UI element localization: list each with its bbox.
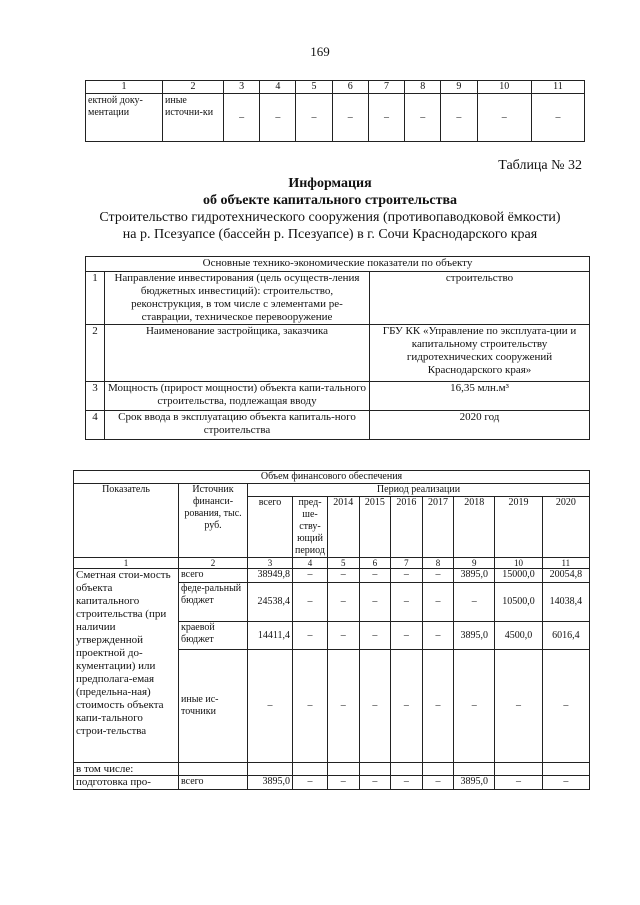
finance-header: Объем финансового обеспечения — [74, 471, 590, 484]
col-number: 10 — [477, 81, 531, 94]
indicator-value: 16,35 млн.м³ — [370, 382, 590, 411]
value-cell: 3895,0 — [454, 776, 495, 790]
value-cell: – — [359, 622, 391, 650]
col-number: 8 — [422, 558, 454, 569]
source-cell: всего — [179, 569, 248, 583]
row-label: подготовка про- — [74, 776, 179, 790]
table-row — [74, 569, 590, 583]
cell — [293, 763, 328, 776]
col-number: 5 — [328, 558, 360, 569]
cell: – — [260, 94, 296, 142]
value-cell: – — [328, 622, 360, 650]
cell — [495, 763, 542, 776]
col-number: 6 — [359, 558, 391, 569]
col-source-header: Источник финанси-рования, тыс. руб. — [179, 484, 248, 558]
table-number: Таблица № 32 — [498, 158, 582, 173]
page-number: 169 — [310, 44, 330, 59]
col-number: 9 — [454, 558, 495, 569]
value-cell: 3895,0 — [454, 622, 495, 650]
value-cell: – — [359, 583, 391, 622]
period-header: Период реализации — [248, 484, 590, 497]
col-number: 3 — [224, 81, 260, 94]
year-header: 2016 — [391, 497, 423, 558]
value-cell: – — [328, 583, 360, 622]
col-number: 3 — [248, 558, 293, 569]
value-cell: – — [422, 622, 454, 650]
value-cell: – — [248, 650, 293, 763]
value-cell: – — [391, 622, 423, 650]
col-number: 7 — [368, 81, 404, 94]
col-number: 11 — [542, 558, 589, 569]
cell: – — [332, 94, 368, 142]
row-number: 3 — [86, 382, 105, 411]
value-cell: – — [454, 650, 495, 763]
value-cell: – — [293, 583, 328, 622]
finance-table — [73, 470, 590, 790]
cell — [359, 763, 391, 776]
cell — [248, 763, 293, 776]
indicators-table — [85, 256, 590, 440]
indicator-value: строительство — [370, 272, 590, 325]
value-cell: – — [293, 622, 328, 650]
finance-subheader-row — [74, 484, 590, 497]
value-cell: – — [359, 569, 391, 583]
source-cell: феде-ральный бюджет — [179, 583, 248, 622]
cell: ектной доку-ментации — [86, 94, 163, 142]
cell — [422, 763, 454, 776]
year-header: 2015 — [359, 497, 391, 558]
table-row — [86, 94, 585, 142]
col-number: 6 — [332, 81, 368, 94]
indicator-value: 2020 год — [370, 411, 590, 440]
title-line: Строительство гидротехнического сооружения (противопаводковой ёмкости) — [99, 210, 561, 225]
title-line: об объекте капитального строительства — [202, 193, 458, 208]
col-number: 10 — [495, 558, 542, 569]
year-header: 2018 — [454, 497, 495, 558]
cell: – — [405, 94, 441, 142]
col-number: 7 — [391, 558, 423, 569]
value-cell: 24538,4 — [248, 583, 293, 622]
table-row — [86, 325, 590, 382]
indicator-name: Мощность (прирост мощности) объекта капи-тального строительства, подлежащая вводу — [105, 382, 370, 411]
value-cell: – — [328, 776, 360, 790]
value-cell: – — [391, 569, 423, 583]
year-header: 2017 — [422, 497, 454, 558]
col-number: 9 — [441, 81, 477, 94]
value-cell: – — [391, 776, 423, 790]
value-cell: – — [542, 776, 589, 790]
col-number: 4 — [260, 81, 296, 94]
value-cell: 20054,8 — [542, 569, 589, 583]
value-cell: – — [422, 583, 454, 622]
table-row — [74, 776, 590, 790]
cell — [328, 763, 360, 776]
indicator-name: Срок ввода в эксплуатацию объекта капиталь-ного строительства — [105, 411, 370, 440]
cell: – — [531, 94, 584, 142]
value-cell: – — [391, 650, 423, 763]
year-header: 2019 — [495, 497, 542, 558]
table-row — [74, 763, 590, 776]
cell: – — [368, 94, 404, 142]
indicators-header: Основные технико-экономические показатели по объекту — [86, 257, 590, 272]
value-cell: 4500,0 — [495, 622, 542, 650]
value-cell: 6016,4 — [542, 622, 589, 650]
cell: – — [477, 94, 531, 142]
row-number: 2 — [86, 325, 105, 382]
year-header: 2020 — [542, 497, 589, 558]
value-cell: – — [293, 650, 328, 763]
column-number-row — [86, 81, 585, 94]
value-cell: – — [293, 569, 328, 583]
cell: – — [441, 94, 477, 142]
col-number: 1 — [74, 558, 179, 569]
cell: – — [296, 94, 332, 142]
value-cell: – — [542, 650, 589, 763]
title-line: на р. Псезуапсе (бассейн р. Псезуапсе) в г. Сочи Краснодарского края — [122, 227, 538, 242]
source-cell: краевой бюджет — [179, 622, 248, 650]
value-cell: 3895,0 — [248, 776, 293, 790]
col-indicator-header: Показатель — [74, 484, 179, 558]
cell: иные источни-ки — [163, 94, 224, 142]
value-cell: 14038,4 — [542, 583, 589, 622]
table-row — [86, 382, 590, 411]
year-header: 2014 — [328, 497, 360, 558]
table-row — [86, 411, 590, 440]
indicators-header-row — [86, 257, 590, 272]
col-number: 2 — [163, 81, 224, 94]
value-cell: – — [422, 776, 454, 790]
value-cell: – — [454, 583, 495, 622]
col-number: 5 — [296, 81, 332, 94]
value-cell: – — [391, 583, 423, 622]
value-cell: 10500,0 — [495, 583, 542, 622]
title-line: Информация — [288, 176, 372, 191]
value-cell: – — [495, 650, 542, 763]
table-row — [86, 272, 590, 325]
value-cell: – — [293, 776, 328, 790]
finance-header-row — [74, 471, 590, 484]
cell: – — [224, 94, 260, 142]
title-block — [60, 175, 600, 243]
value-cell: 3895,0 — [454, 569, 495, 583]
col-number: 4 — [293, 558, 328, 569]
including-label: в том числе: — [74, 763, 179, 776]
row-number: 4 — [86, 411, 105, 440]
value-cell: – — [359, 776, 391, 790]
cost-label: Сметная стои-мость объекта капитального строительства (при наличии утвержденной проектной до-кументации) или предполага-емая (предельна-ная) стоимость объекта капи-тального строи-тельства — [74, 569, 179, 763]
value-cell: 38949,8 — [248, 569, 293, 583]
col-number: 1 — [86, 81, 163, 94]
source-cell: всего — [179, 776, 248, 790]
value-cell: – — [328, 569, 360, 583]
value-cell: – — [422, 650, 454, 763]
value-cell: – — [495, 776, 542, 790]
col-number: 8 — [405, 81, 441, 94]
value-cell: – — [359, 650, 391, 763]
indicator-name: Наименование застройщика, заказчика — [105, 325, 370, 382]
col-number: 11 — [531, 81, 584, 94]
value-cell: 15000,0 — [495, 569, 542, 583]
col-number: 2 — [179, 558, 248, 569]
column-number-row — [74, 558, 590, 569]
cell — [179, 763, 248, 776]
value-cell: 14411,4 — [248, 622, 293, 650]
value-cell: – — [328, 650, 360, 763]
cell — [454, 763, 495, 776]
indicator-value: ГБУ КК «Управление по эксплуата-ции и капитальному строительству гидротехнических сооружений Краснодарского края» — [370, 325, 590, 382]
cell — [391, 763, 423, 776]
col-prev-header: пред-ше-ству-ющий период — [293, 497, 328, 558]
value-cell: – — [422, 569, 454, 583]
continuation-table — [85, 80, 585, 142]
col-total-header: всего — [248, 497, 293, 558]
indicator-name: Направление инвестирования (цель осуществ-ления бюджетных инвестиций): строительство, реконструкция, в том числе с элементами ре-ставрации, техническое перевооружение — [105, 272, 370, 325]
row-number: 1 — [86, 272, 105, 325]
source-cell: иные ис-точники — [179, 650, 248, 763]
cell — [542, 763, 589, 776]
